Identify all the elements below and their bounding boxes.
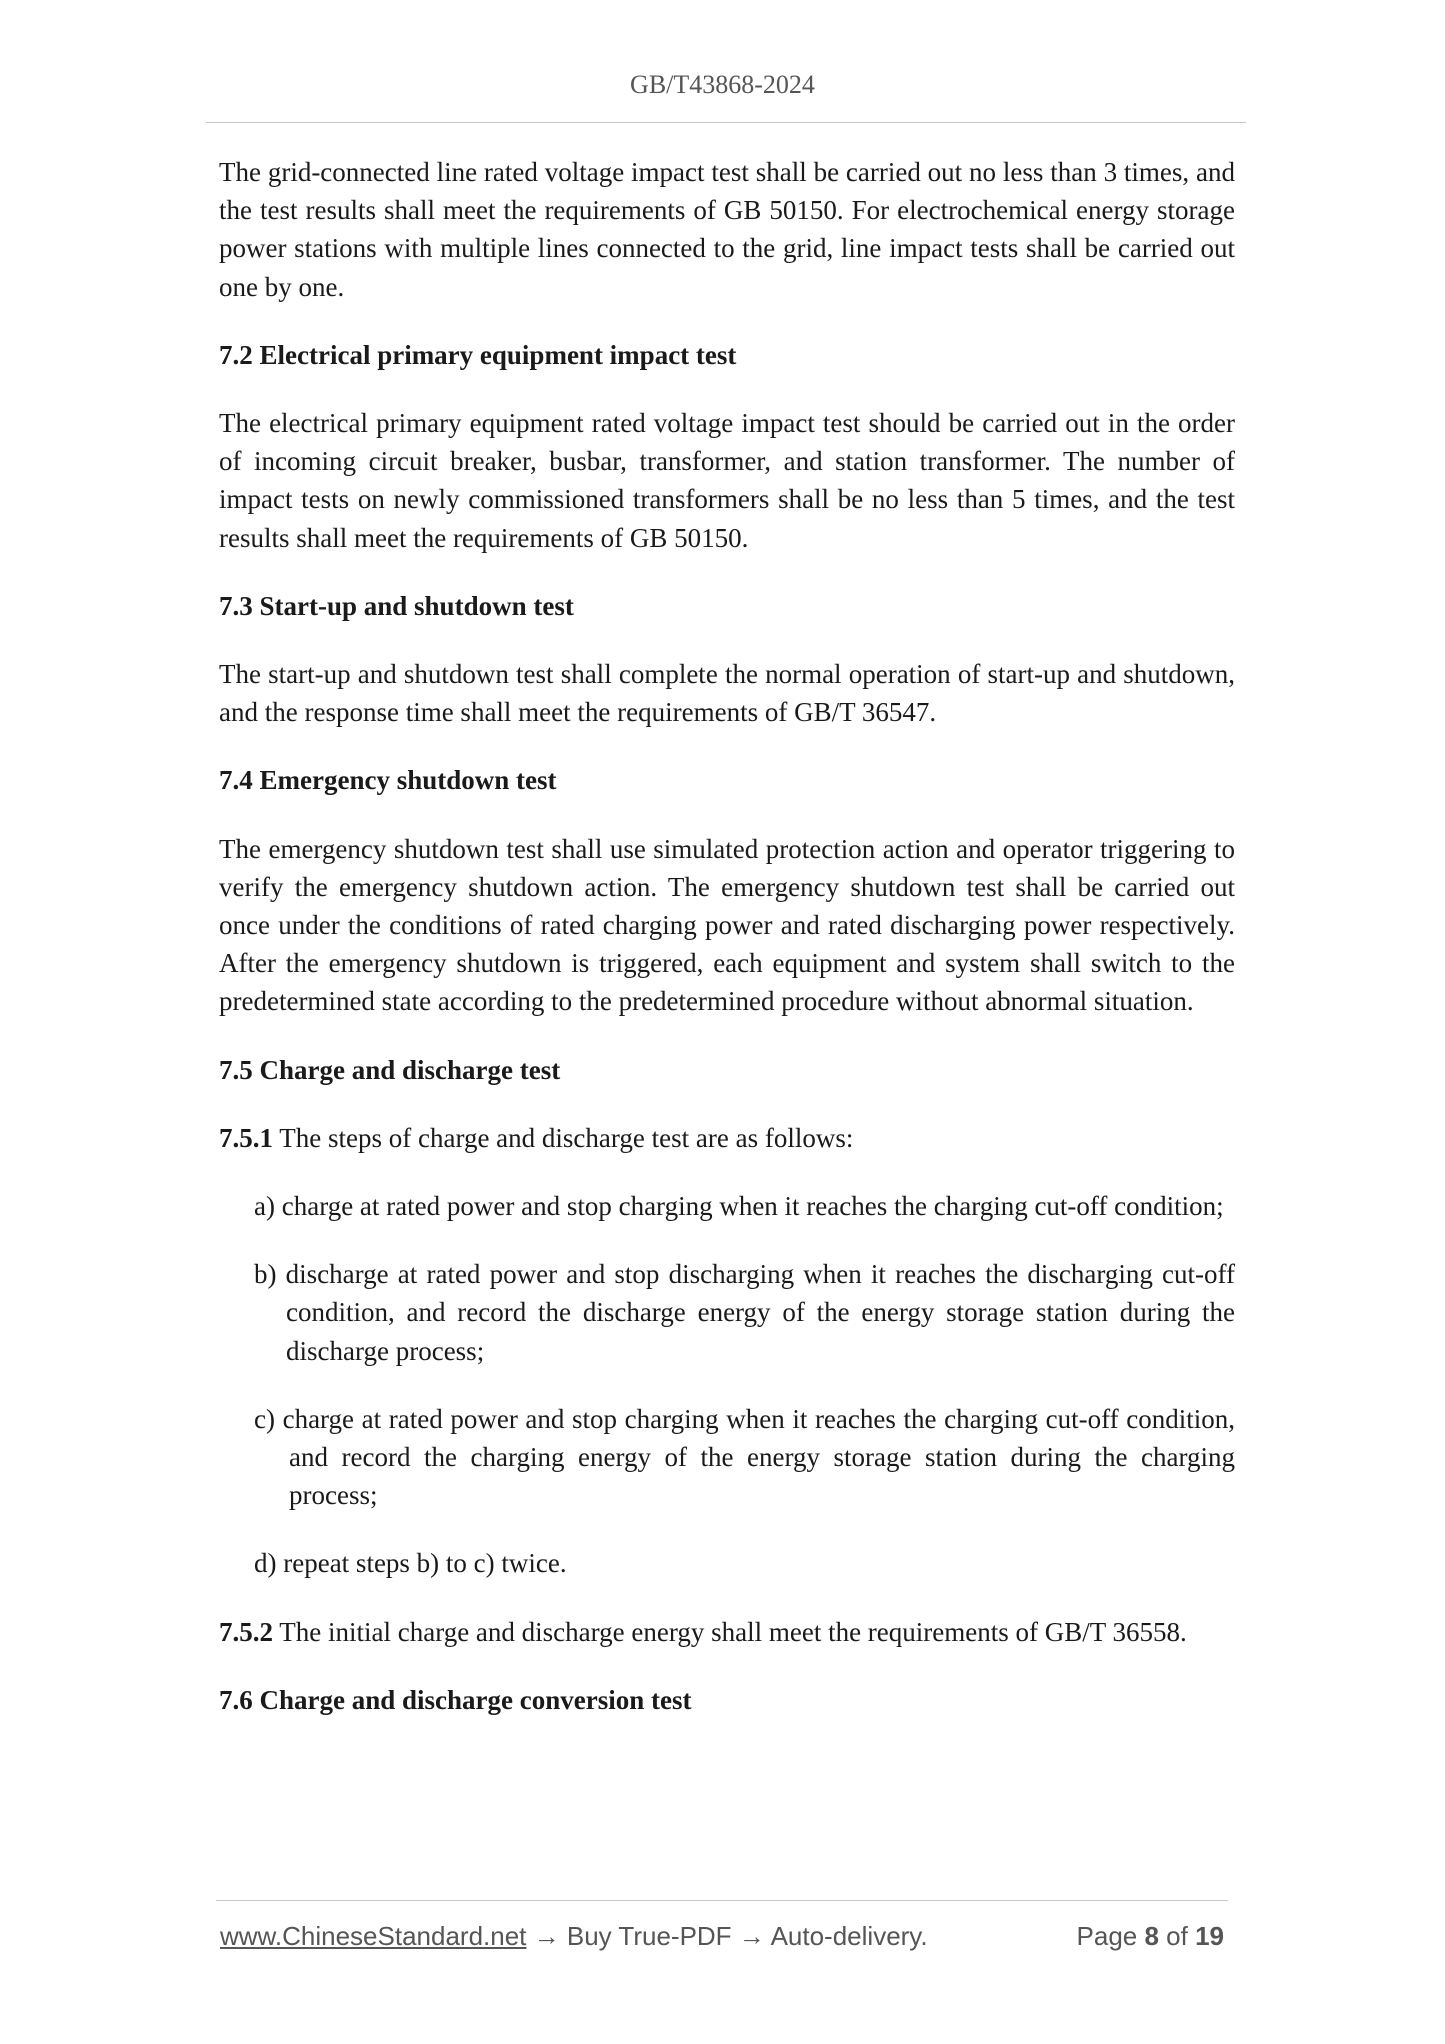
- clause-7-5-2: [219, 1613, 1235, 1651]
- list-item-step-d: d) repeat steps b) to c) twice.: [254, 1548, 567, 1579]
- of-label: of: [1158, 1921, 1196, 1951]
- section-heading-7-3: 7.3 Start-up and shutdown test: [219, 590, 574, 621]
- clause-number: 7.5.2: [219, 1616, 273, 1647]
- list-item-step-b: b) discharge at rated power and stop discharging when it reaches the discharging cut-off condition, and record the discharge energy of the energy storage station during the discharge process;: [254, 1259, 1235, 1366]
- current-page-number: 8: [1144, 1921, 1159, 1951]
- footer-promo: [220, 1921, 928, 1952]
- paragraph-7-4: The emergency shutdown test shall use simulated protection action and operator triggering to verify the emergency shutdown action. The emergency shutdown test shall be carried out once under the conditions of rated charging power and rated discharging power respectively. After the emergency shutdown is triggered, each equipment and system shall switch to the predetermined state according to the predetermined procedure without abnormal situation.: [219, 833, 1235, 1017]
- paragraph-7-3: The start-up and shutdown test shall complete the normal operation of start-up and shutdown, and the response time shall meet the requirements of GB/T 36547.: [219, 659, 1235, 728]
- page-indicator: [1077, 1921, 1224, 1952]
- list-item-step-a: a) charge at rated power and stop charging when it reaches the charging cut-off condition;: [254, 1191, 1224, 1222]
- document-body: [219, 153, 1235, 1749]
- header-divider: [206, 122, 1246, 123]
- clause-7-5-1: [219, 1119, 1235, 1157]
- paragraph-7-2: The electrical primary equipment rated voltage impact test should be carried out in the order of incoming circuit breaker, busbar, transformer, and station transformer. The number of impact tests on newly commissioned transformers shall be no less than 5 times, and the test results shall meet the requirements of GB 50150.: [219, 408, 1235, 553]
- section-heading-7-4: 7.4 Emergency shutdown test: [219, 765, 557, 796]
- document-code-header: GB/T43868-2024: [630, 70, 815, 99]
- section-heading-7-5: 7.5 Charge and discharge test: [219, 1054, 561, 1085]
- list-item-step-c: c) charge at rated power and stop charging when it reaches the charging cut-off condition, and record the charging energy of the energy storage station during the charging process;: [254, 1403, 1235, 1511]
- footer-tagline: → Buy True-PDF → Auto-delivery.: [526, 1921, 928, 1951]
- total-pages-number: 19: [1195, 1921, 1224, 1951]
- clause-text: The steps of charge and discharge test are as follows:: [273, 1122, 854, 1153]
- section-heading-7-2: 7.2 Electrical primary equipment impact test: [219, 339, 737, 370]
- paragraph-grid-line-impact: The grid-connected line rated voltage impact test shall be carried out no less than 3 times, and the test results shall meet the requirements of GB 50150. For electrochemical energy storage power stations with multiple lines connected to the grid, line impact tests shall be carried out one by one.: [219, 157, 1235, 302]
- clause-number: 7.5.1: [219, 1122, 273, 1153]
- footer-divider: [216, 1900, 1228, 1901]
- section-heading-7-6: 7.6 Charge and discharge conversion test: [219, 1684, 692, 1715]
- page-label: Page: [1076, 1921, 1145, 1951]
- clause-text: The initial charge and discharge energy shall meet the requirements of GB/T 36558.: [273, 1616, 1187, 1647]
- website-link[interactable]: www.ChineseStandard.net: [220, 1921, 527, 1951]
